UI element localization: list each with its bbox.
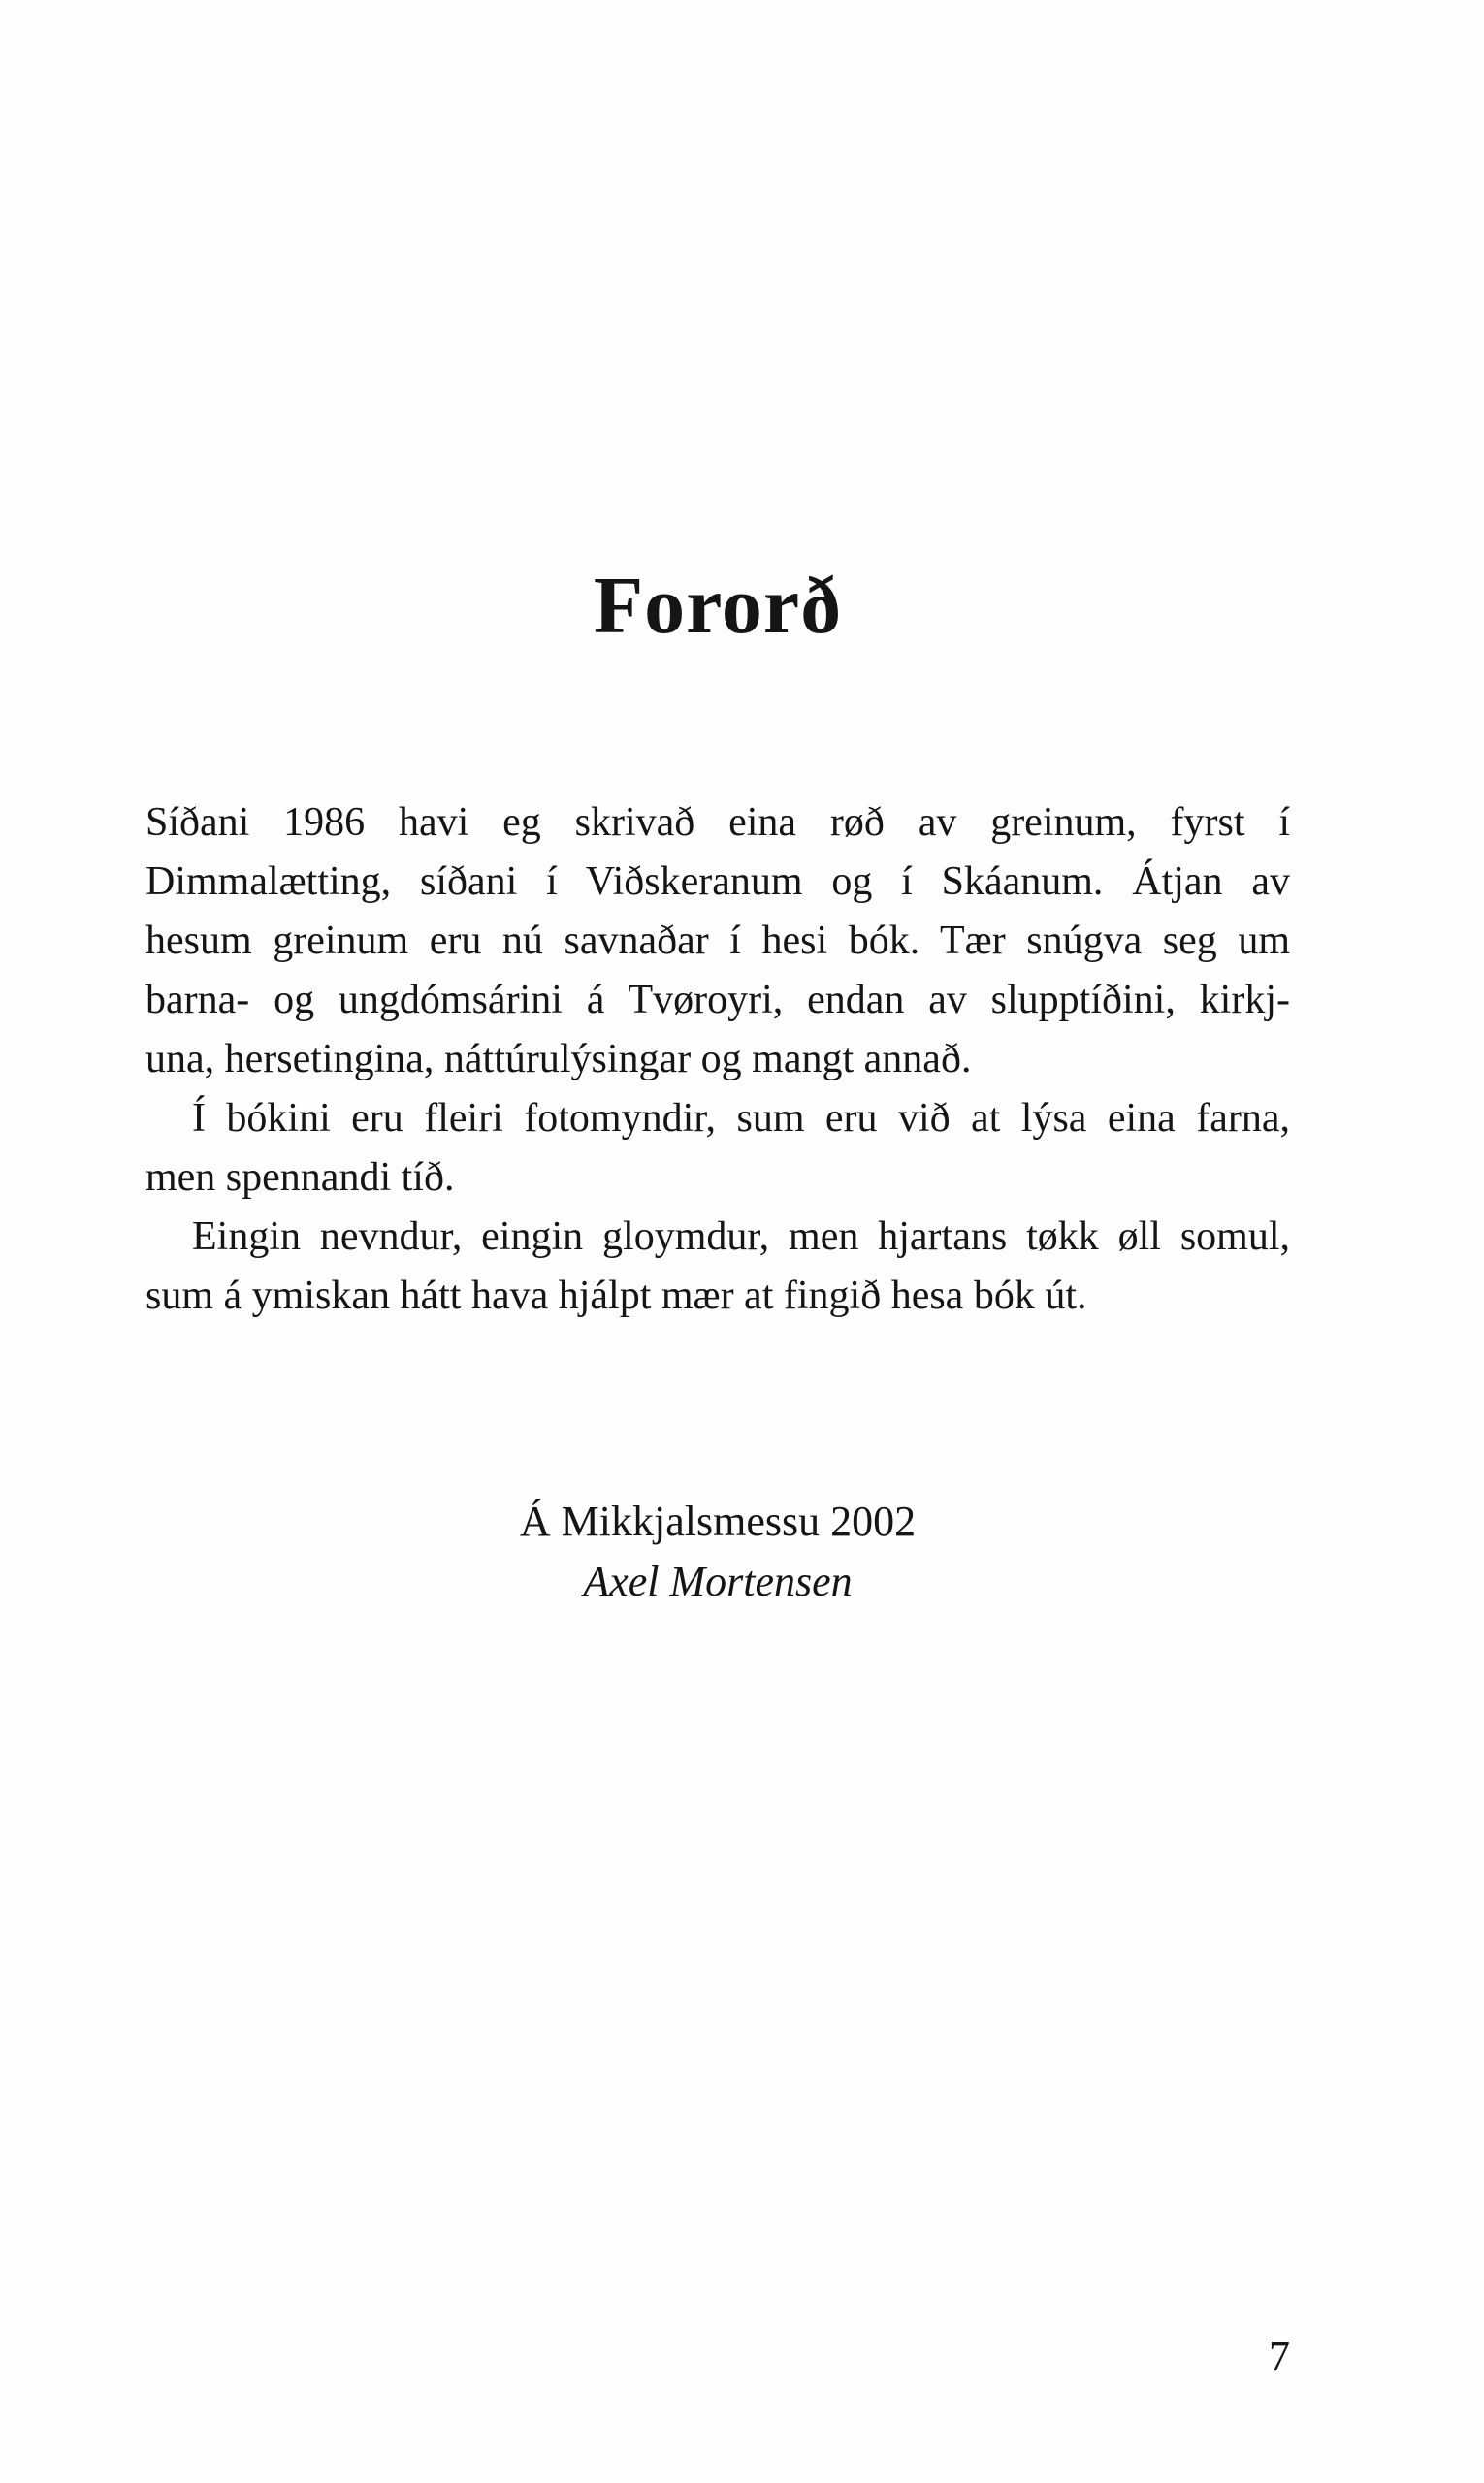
body-line-1: Síðani 1986 havi eg skrivað eina røð av greinum, fyrst í [145, 800, 1290, 845]
body-line-2: Dimmalætting, síðani í Viðskeranum og í Skáanum. Átjan av [145, 859, 1290, 904]
chapter-title: Fororð [593, 561, 843, 651]
signature-date: Á Mikkjalsmessu 2002 [519, 1498, 917, 1545]
signature-block [145, 1492, 1290, 1612]
body-text [145, 793, 1290, 1326]
body-line-6: Í bókini eru fleiri fotomyndir, sum eru við at lýsa eina farna, [192, 1096, 1290, 1141]
body-line-5: una, hersetingina, náttúrulýsingar og mangt annað. [145, 1037, 972, 1081]
body-line-7: men spennandi tíð. [145, 1155, 455, 1200]
page-number: 7 [1269, 2333, 1290, 2380]
body-line-4: barna- og ungdómsárini á Tvøroyri, endan av slupptíðini, kirkj- [145, 978, 1290, 1022]
body-line-8: Eingin nevndur, eingin gloymdur, men hjartans tøkk øll somul, [192, 1214, 1290, 1259]
signature-author: Axel Mortensen [583, 1558, 853, 1605]
body-line-9: sum á ymiskan hátt hava hjálpt mær at fingið hesa bók út. [145, 1274, 1087, 1318]
body-line-3: hesum greinum eru nú savnaðar í hesi bók. Tær snúgva seg um [145, 919, 1290, 963]
